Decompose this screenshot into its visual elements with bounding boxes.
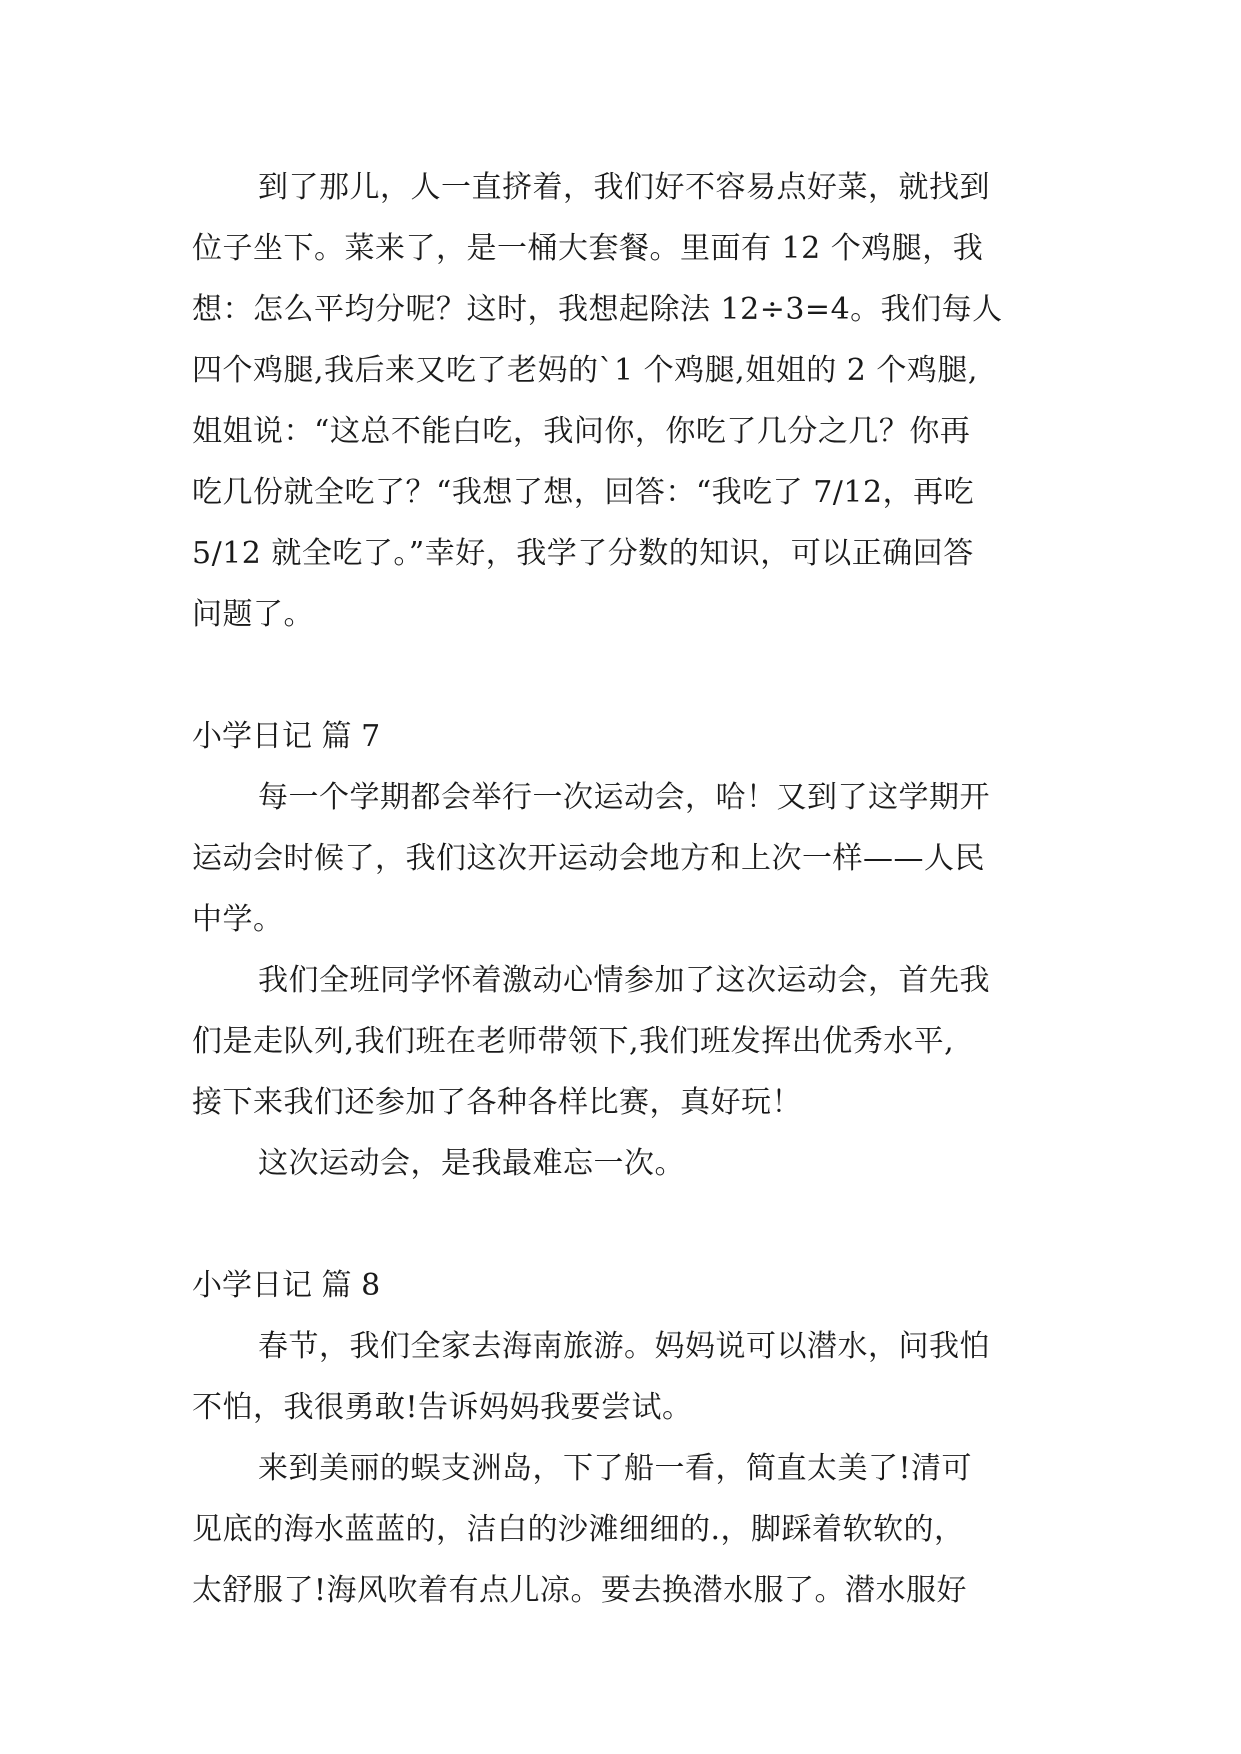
section-gap xyxy=(192,1194,1052,1255)
text-line: 四个鸡腿,我后来又吃了老妈的`1 个鸡腿,姐姐的 2 个鸡腿, xyxy=(192,353,978,388)
text-line: 来到美丽的蜈支洲岛，下了船一看，简直太美了!清可 xyxy=(258,1451,973,1486)
text-line: 吃几份就全吃了？“我想了想，回答：“我吃了 7/12，再吃 xyxy=(192,475,975,510)
text-line: 我们全班同学怀着激动心情参加了这次运动会，首先我 xyxy=(258,963,990,998)
text-line: 运动会时候了，我们这次开运动会地方和上次一样——人民 xyxy=(192,841,985,876)
text-line: 每一个学期都会举行一次运动会，哈！又到了这学期开 xyxy=(258,780,990,815)
section-gap xyxy=(192,645,1052,706)
text-line: 问题了。 xyxy=(192,597,314,632)
text-line: 们是走队列,我们班在老师带领下,我们班发挥出优秀水平, xyxy=(192,1024,955,1059)
document-page xyxy=(192,157,1052,1621)
paragraph xyxy=(192,1438,1052,1621)
paragraph xyxy=(192,767,1052,950)
section-heading: 小学日记 篇 8 xyxy=(192,1268,381,1303)
text-line: 想：怎么平均分呢？这时，我想起除法 12÷3=4。我们每人 xyxy=(192,292,1003,327)
text-line: 5/12 就全吃了。”幸好，我学了分数的知识，可以正确回答 xyxy=(192,536,974,571)
text-line: 位子坐下。菜来了，是一桶大套餐。里面有 12 个鸡腿，我 xyxy=(192,231,984,266)
paragraph xyxy=(192,157,1052,645)
text-line: 太舒服了!海风吹着有点儿凉。要去换潜水服了。潜水服好 xyxy=(192,1573,968,1608)
text-line: 见底的海水蓝蓝的，洁白的沙滩细细的.，脚踩着软软的， xyxy=(192,1512,965,1547)
paragraph xyxy=(192,950,1052,1133)
text-line: 春节，我们全家去海南旅游。妈妈说可以潜水，问我怕 xyxy=(258,1329,990,1364)
text-line: 接下来我们还参加了各种各样比赛，真好玩！ xyxy=(192,1085,802,1120)
text-line: 到了那儿，人一直挤着，我们好不容易点好菜，就找到 xyxy=(258,170,990,205)
paragraph xyxy=(192,1133,1052,1194)
text-line: 姐姐说：“这总不能白吃，我问你，你吃了几分之几？你再 xyxy=(192,414,971,449)
text-line: 这次运动会，是我最难忘一次。 xyxy=(258,1146,685,1181)
section-heading: 小学日记 篇 7 xyxy=(192,719,381,754)
text-line: 不怕，我很勇敢!告诉妈妈我要尝试。 xyxy=(192,1390,693,1425)
paragraph xyxy=(192,1316,1052,1438)
text-line: 中学。 xyxy=(192,902,284,937)
